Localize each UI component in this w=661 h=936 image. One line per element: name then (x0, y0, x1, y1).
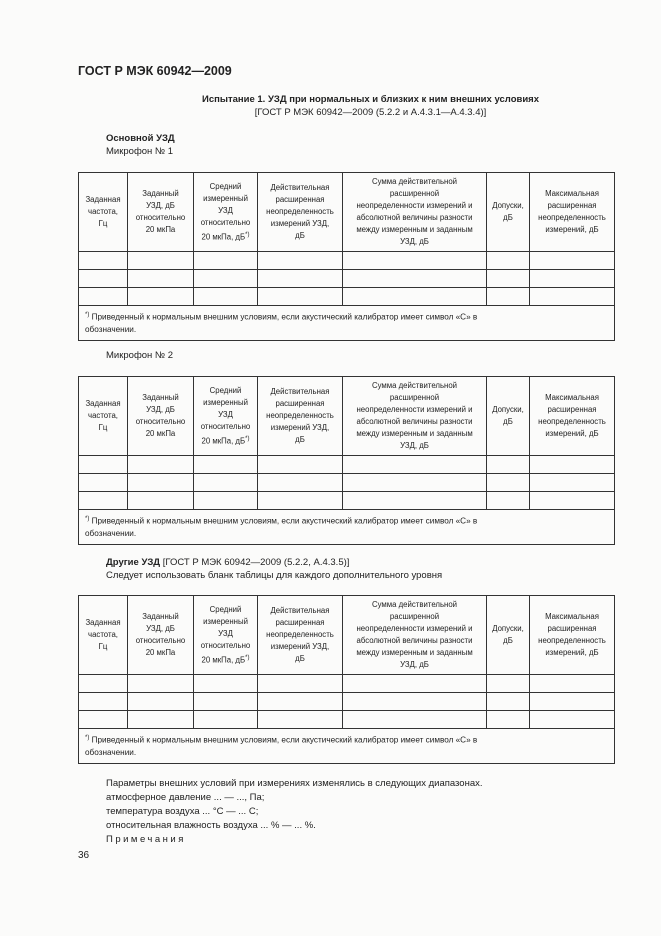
table-cell[interactable] (128, 270, 194, 288)
table-cell[interactable] (258, 288, 343, 306)
table-row (79, 270, 615, 288)
header-uncertainty: Действительная расширенная неопределенность измерений УЗД, дБ (258, 173, 343, 252)
table-cell[interactable] (258, 456, 343, 474)
measurement-table (78, 376, 615, 545)
table-cell[interactable] (194, 492, 258, 510)
header-sum: Сумма действительной расширенной неопределенности измерений и абсолютной величины разности между измеренным и заданным УЗД, дБ (343, 596, 487, 675)
header-max-uncertainty: Максимальная расширенная неопределенность измерений, дБ (530, 377, 615, 456)
table-row (79, 492, 615, 510)
table-header-row (79, 596, 615, 675)
table-row (79, 675, 615, 693)
table-cell[interactable] (530, 252, 615, 270)
header-tolerance: Допуски, дБ (487, 173, 530, 252)
document-id: ГОСТ Р МЭК 60942—2009 (78, 64, 232, 78)
table-cell[interactable] (530, 288, 615, 306)
table-footnote-row (79, 306, 615, 341)
table-cell[interactable] (258, 474, 343, 492)
table-cell[interactable] (487, 252, 530, 270)
table-cell[interactable] (194, 474, 258, 492)
environment-params (106, 777, 483, 847)
header-set-level: Заданный УЗД, дБ относительно 20 мкПа (128, 377, 194, 456)
page-number: 36 (78, 850, 90, 861)
table-cell[interactable] (79, 711, 128, 729)
table-cell[interactable] (128, 492, 194, 510)
header-frequency: Заданная частота, Гц (79, 596, 128, 675)
table-cell[interactable] (530, 456, 615, 474)
header-measured-level: Средний измеренный УЗД относительно 20 мкПа, дБ*) (194, 173, 258, 252)
section-other-heading (106, 557, 349, 568)
table-cell[interactable] (530, 675, 615, 693)
table-footnote: *) Приведенный к нормальным внешним условиям, если акустический калибратор имеет символ «С» в обозначении. (79, 729, 615, 764)
table-cell[interactable] (487, 711, 530, 729)
test-reference: [ГОСТ Р МЭК 60942—2009 (5.2.2 и А.4.3.1—А.4.3.4)] (254, 107, 487, 118)
table-cell[interactable] (487, 693, 530, 711)
table-footnote-row (79, 729, 615, 764)
table-cell[interactable] (194, 456, 258, 474)
header-uncertainty: Действительная расширенная неопределенность измерений УЗД, дБ (258, 377, 343, 456)
params-temperature: температура воздуха ... °С — ... С; (106, 806, 259, 817)
table-cell[interactable] (128, 711, 194, 729)
table-footnote: *) Приведенный к нормальным внешним условиям, если акустический калибратор имеет символ «С» в обозначении. (79, 510, 615, 545)
table-cell[interactable] (194, 675, 258, 693)
table-cell[interactable] (194, 288, 258, 306)
table-cell[interactable] (79, 693, 128, 711)
table-cell[interactable] (343, 711, 487, 729)
table-cell[interactable] (128, 693, 194, 711)
table-row (79, 693, 615, 711)
microphone-1-label: Микрофон № 1 (106, 146, 174, 157)
header-sum: Сумма действительной расширенной неопределенности измерений и абсолютной величины разности между измеренным и заданным УЗД, дБ (343, 173, 487, 252)
table-cell[interactable] (343, 474, 487, 492)
section-main-title: Основной УЗД (106, 133, 175, 144)
table-cell[interactable] (79, 270, 128, 288)
header-frequency: Заданная частота, Гц (79, 173, 128, 252)
header-measured-level: Средний измеренный УЗД относительно 20 мкПа, дБ*) (194, 377, 258, 456)
table-cell[interactable] (530, 693, 615, 711)
header-max-uncertainty: Максимальная расширенная неопределенность измерений, дБ (530, 173, 615, 252)
table-cell[interactable] (128, 252, 194, 270)
table-cell[interactable] (79, 288, 128, 306)
section-other-instruction: Следует использовать бланк таблицы для каждого дополнительного уровня (106, 570, 443, 581)
table-row (79, 711, 615, 729)
table-cell[interactable] (79, 456, 128, 474)
table-footnote: *) Приведенный к нормальным внешним условиям, если акустический калибратор имеет символ «С» в обозначении. (79, 306, 615, 341)
table-cell[interactable] (343, 492, 487, 510)
header-set-level: Заданный УЗД, дБ относительно 20 мкПа (128, 596, 194, 675)
table-cell[interactable] (258, 270, 343, 288)
table-cell[interactable] (343, 252, 487, 270)
header-max-uncertainty: Максимальная расширенная неопределенность измерений, дБ (530, 596, 615, 675)
table-cell[interactable] (530, 492, 615, 510)
table-cell[interactable] (343, 675, 487, 693)
measurement-table (78, 595, 615, 764)
table-cell[interactable] (258, 675, 343, 693)
table-cell[interactable] (79, 675, 128, 693)
header-sum: Сумма действительной расширенной неопределенности измерений и абсолютной величины разности между измеренным и заданным УЗД, дБ (343, 377, 487, 456)
table-cell[interactable] (128, 288, 194, 306)
params-humidity: относительная влажность воздуха ... % — ... %. (106, 820, 316, 831)
table-cell[interactable] (487, 675, 530, 693)
table-cell[interactable] (258, 711, 343, 729)
params-intro: Параметры внешних условий при измерениях изменялись в следующих диапазонах. (106, 778, 483, 789)
header-measured-level: Средний измеренный УЗД относительно 20 мкПа, дБ*) (194, 596, 258, 675)
table-row (79, 288, 615, 306)
table-cell[interactable] (258, 492, 343, 510)
table-header-row (79, 173, 615, 252)
table-cell[interactable] (487, 288, 530, 306)
table-cell[interactable] (128, 474, 194, 492)
table-row (79, 456, 615, 474)
table-cell[interactable] (530, 711, 615, 729)
table-cell[interactable] (128, 456, 194, 474)
table-cell[interactable] (194, 693, 258, 711)
measurement-table (78, 172, 615, 341)
table-cell[interactable] (487, 474, 530, 492)
table-header-row (79, 377, 615, 456)
header-set-level: Заданный УЗД, дБ относительно 20 мкПа (128, 173, 194, 252)
table-cell[interactable] (128, 675, 194, 693)
table-cell[interactable] (343, 693, 487, 711)
table-cell[interactable] (194, 270, 258, 288)
table-cell[interactable] (79, 492, 128, 510)
table-row (79, 252, 615, 270)
microphone-2-label: Микрофон № 2 (106, 350, 174, 361)
section-other-reference: [ГОСТ Р МЭК 60942—2009 (5.2.2, А.4.3.5)] (160, 557, 350, 568)
table-cell[interactable] (258, 252, 343, 270)
table-cell[interactable] (343, 270, 487, 288)
header-frequency: Заданная частота, Гц (79, 377, 128, 456)
table-cell[interactable] (487, 270, 530, 288)
table-cell[interactable] (343, 288, 487, 306)
header-tolerance: Допуски, дБ (487, 377, 530, 456)
table-footnote-row (79, 510, 615, 545)
table-cell[interactable] (79, 252, 128, 270)
table-cell[interactable] (487, 456, 530, 474)
header-tolerance: Допуски, дБ (487, 596, 530, 675)
table-cell[interactable] (530, 270, 615, 288)
test-title: Испытание 1. УЗД при нормальных и близких к ним внешних условиях (202, 94, 539, 105)
table-cell[interactable] (79, 474, 128, 492)
table-cell[interactable] (530, 474, 615, 492)
header-uncertainty: Действительная расширенная неопределенность измерений УЗД, дБ (258, 596, 343, 675)
table-cell[interactable] (194, 711, 258, 729)
table-row (79, 474, 615, 492)
section-other-title: Другие УЗД (106, 557, 161, 568)
table-cell[interactable] (343, 456, 487, 474)
table-cell[interactable] (194, 252, 258, 270)
params-pressure: атмосферное давление ... — ..., Па; (106, 792, 265, 803)
notes-label: Примечания (106, 834, 186, 845)
table-cell[interactable] (258, 693, 343, 711)
table-cell[interactable] (487, 492, 530, 510)
